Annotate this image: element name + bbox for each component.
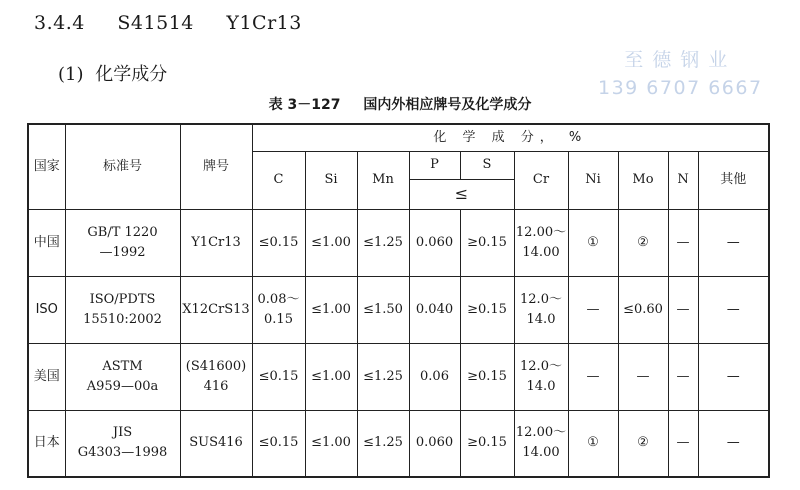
cell-line: ≤0.15 [258, 435, 299, 451]
cell-n: — [668, 410, 698, 477]
cell-line: GB/T 1220 [87, 224, 158, 240]
cell-grade [180, 410, 252, 477]
header-country: 国家 [28, 124, 65, 209]
cell-other: — [698, 276, 769, 343]
header-n: N [668, 151, 698, 209]
cell-p: 0.060 [409, 410, 460, 477]
cell-line: SUS416 [189, 435, 243, 451]
cell-n: — [668, 209, 698, 276]
cell-country: ISO [28, 276, 65, 343]
header-other: 其他 [698, 151, 769, 209]
cell-line: 15510:2002 [83, 311, 162, 327]
cell-line: 0.15 [264, 311, 293, 327]
cell-cr [514, 276, 568, 343]
cell-line: A959—00a [86, 378, 159, 394]
cell-line: Y1Cr13 [191, 234, 241, 250]
section-heading [34, 12, 328, 34]
header-si: Si [305, 151, 357, 209]
cell-line: ≤0.15 [258, 234, 299, 250]
table-caption [0, 94, 800, 114]
cell-s: ≥0.15 [460, 209, 514, 276]
composition-table [27, 123, 770, 478]
cell-cr [514, 209, 568, 276]
cell-standard [65, 410, 180, 477]
cell-mo: ② [618, 410, 668, 477]
table-row [28, 276, 769, 343]
cell-grade [180, 276, 252, 343]
header-mn: Mn [357, 151, 409, 209]
table-row [28, 410, 769, 477]
cell-c [252, 410, 305, 477]
cell-mo: ② [618, 209, 668, 276]
cell-p: 0.040 [409, 276, 460, 343]
section-number: 3.4.4 [34, 12, 85, 34]
cell-standard [65, 343, 180, 410]
cell-line: 14.0 [526, 311, 556, 327]
cell-country: 美国 [28, 343, 65, 410]
cell-s: ≥0.15 [460, 343, 514, 410]
cell-line: 416 [203, 378, 229, 394]
header-mo: Mo [618, 151, 668, 209]
cell-mo: ≤0.60 [618, 276, 668, 343]
cell-n: — [668, 276, 698, 343]
header-grade: 牌号 [180, 124, 252, 209]
cell-other: — [698, 209, 769, 276]
cell-si: ≤1.00 [305, 343, 357, 410]
watermark-phone: 139 6707 6667 [598, 77, 763, 99]
cell-country: 中国 [28, 209, 65, 276]
cell-line: JIS [112, 425, 133, 441]
cell-line: ISO/PDTS [89, 291, 156, 307]
header-s: S [460, 151, 514, 179]
table-body [28, 209, 769, 477]
watermark-company: 至德钢业 [624, 49, 737, 71]
grade-us: S41514 [117, 12, 194, 34]
cell-ni: — [568, 343, 618, 410]
cell-line: X12CrS13 [182, 301, 250, 317]
table-caption-number: 表 3－127 [268, 97, 341, 113]
cell-mn: ≤1.25 [357, 343, 409, 410]
cell-line: 14.00 [522, 244, 560, 260]
cell-ni: ① [568, 209, 618, 276]
header-cr: Cr [514, 151, 568, 209]
cell-other: — [698, 410, 769, 477]
cell-n: — [668, 343, 698, 410]
cell-line: ASTM [102, 358, 143, 374]
header-ni: Ni [568, 151, 618, 209]
cell-line: 12.00～ [515, 224, 567, 240]
cell-si: ≤1.00 [305, 276, 357, 343]
subsection-title: 化学成分 [95, 64, 168, 85]
cell-line: 12.00～ [515, 425, 567, 441]
cell-line: (S41600) [185, 358, 247, 374]
cell-mo: — [618, 343, 668, 410]
subsection-heading [58, 60, 167, 86]
cell-c [252, 209, 305, 276]
cell-country: 日本 [28, 410, 65, 477]
cell-line: 14.0 [526, 378, 556, 394]
header-le: ≤ [409, 179, 514, 209]
header-p: P [409, 151, 460, 179]
cell-si: ≤1.00 [305, 209, 357, 276]
cell-line: 12.0～ [520, 291, 562, 307]
cell-line: 12.0～ [520, 358, 562, 374]
header-c: C [252, 151, 305, 209]
cell-s: ≥0.15 [460, 276, 514, 343]
cell-mn: ≤1.50 [357, 276, 409, 343]
grade-cn: Y1Cr13 [226, 12, 302, 34]
table-caption-text: 国内外相应牌号及化学成分 [363, 97, 532, 113]
cell-c [252, 343, 305, 410]
cell-p: 0.06 [409, 343, 460, 410]
cell-si: ≤1.00 [305, 410, 357, 477]
cell-line: 14.00 [522, 445, 560, 461]
cell-line: ≤0.15 [258, 368, 299, 384]
cell-grade [180, 343, 252, 410]
cell-line: —1992 [99, 244, 146, 260]
cell-s: ≥0.15 [460, 410, 514, 477]
cell-c [252, 276, 305, 343]
table-row [28, 343, 769, 410]
table-row [28, 209, 769, 276]
cell-cr [514, 343, 568, 410]
subsection-number: (1) [58, 64, 84, 85]
cell-line: 0.08～ [257, 291, 300, 307]
cell-cr [514, 410, 568, 477]
cell-ni: ① [568, 410, 618, 477]
cell-grade [180, 209, 252, 276]
cell-standard [65, 276, 180, 343]
cell-mn: ≤1.25 [357, 410, 409, 477]
cell-p: 0.060 [409, 209, 460, 276]
cell-mn: ≤1.25 [357, 209, 409, 276]
header-standard: 标准号 [65, 124, 180, 209]
cell-other: — [698, 343, 769, 410]
cell-ni: — [568, 276, 618, 343]
cell-line: G4303—1998 [77, 445, 168, 461]
cell-standard [65, 209, 180, 276]
header-composition: 化 学 成 分， % [252, 124, 769, 151]
